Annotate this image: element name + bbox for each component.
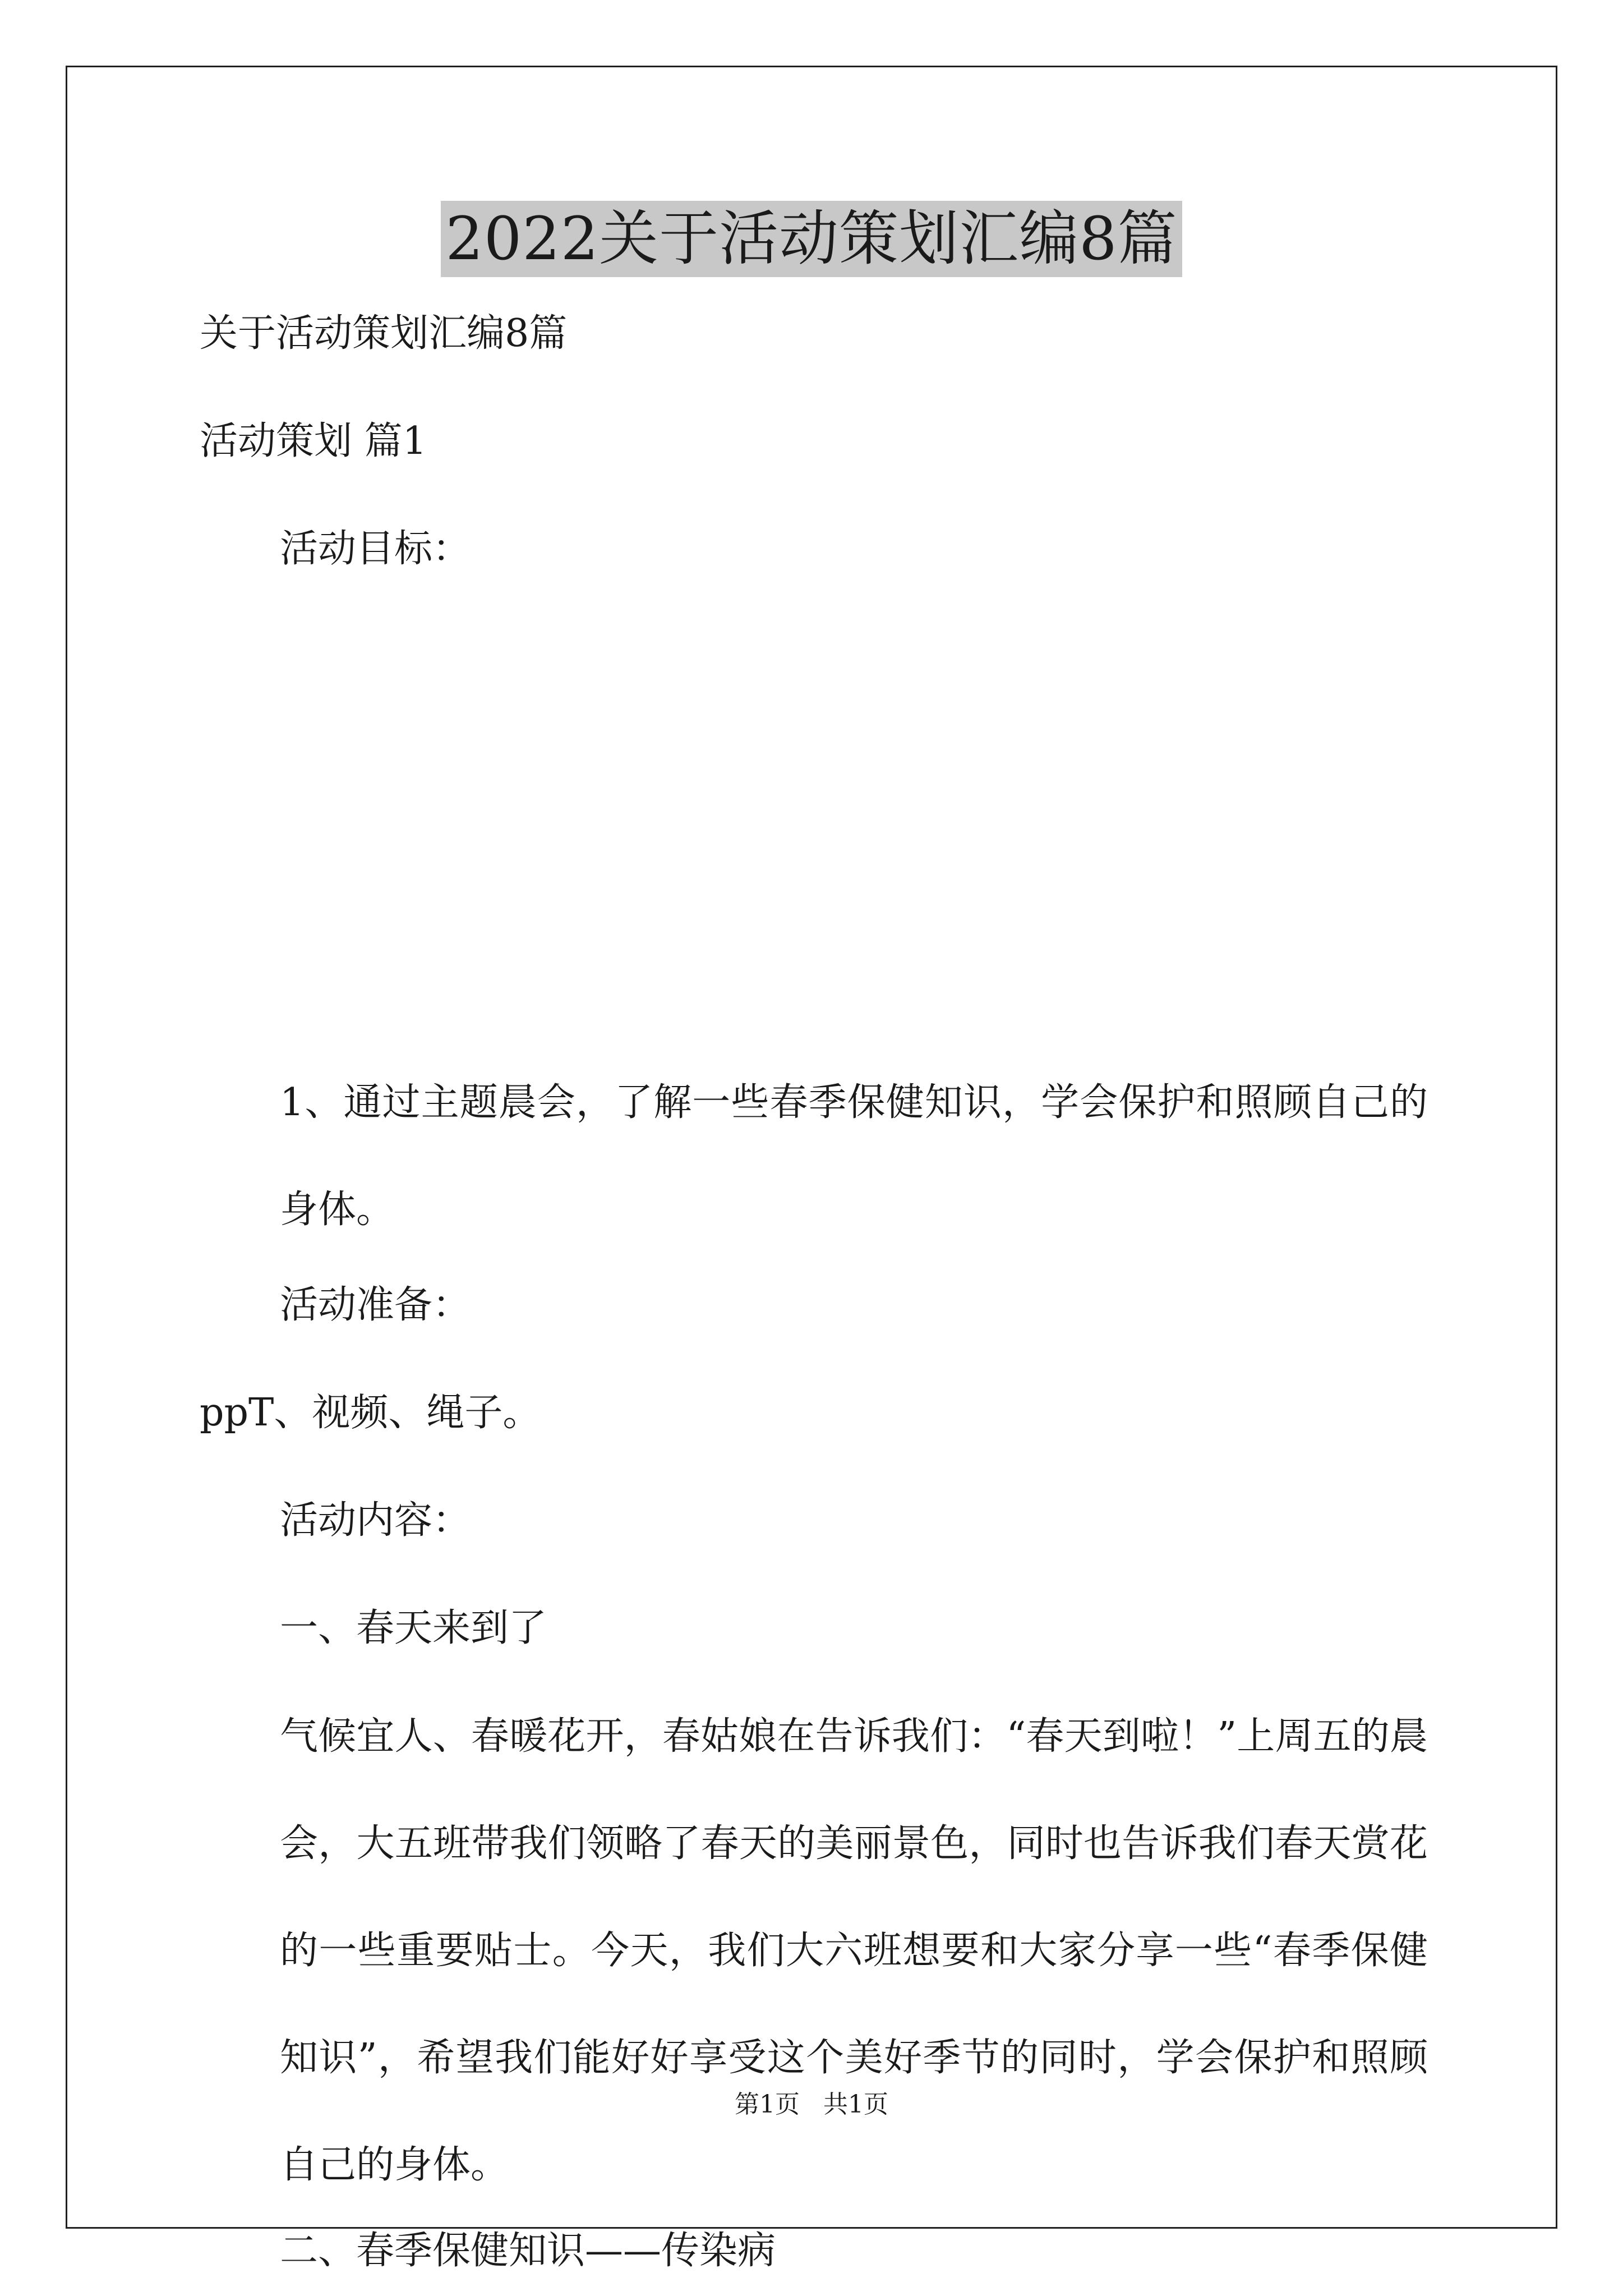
label-activity-goal: 活动目标： (280, 527, 471, 571)
content-paragraph-1: 气候宜人、春暖花开，春姑娘在告诉我们：“春天到啦！”上周五的晨会，大五班带我们领略了春天的美丽景色，同时也告诉我们春天赏花的一些重要贴士。今天，我们大六班想要和大家分享一些“春季保健知识”，希望我们能好好享受这个美好季节的同时，学会保护和照顾自己的身体。 (280, 1714, 1428, 2187)
subtitle-paragraph: 关于活动策划汇编8篇 (200, 311, 568, 356)
content-heading-1: 一、春天来到了 (280, 1606, 547, 1650)
goal-item-1: 1、通过主题晨会，了解一些春季保健知识，学会保护和照顾自己的身体。 (280, 1080, 1428, 1232)
page-footer: 第1页 共1页 (735, 2090, 888, 2119)
label-activity-content: 活动内容： (280, 1498, 471, 1543)
label-activity-preparation: 活动准备： (280, 1283, 471, 1327)
content-heading-2: 二、春季保健知识——传染病 (280, 2229, 776, 2273)
section-heading: 活动策划 篇1 (200, 419, 427, 463)
preparation-items: ppT、视频、绳子。 (200, 1391, 541, 1435)
document-title: 2022关于活动策划汇编8篇 (441, 201, 1182, 277)
title-container (0, 201, 1623, 277)
